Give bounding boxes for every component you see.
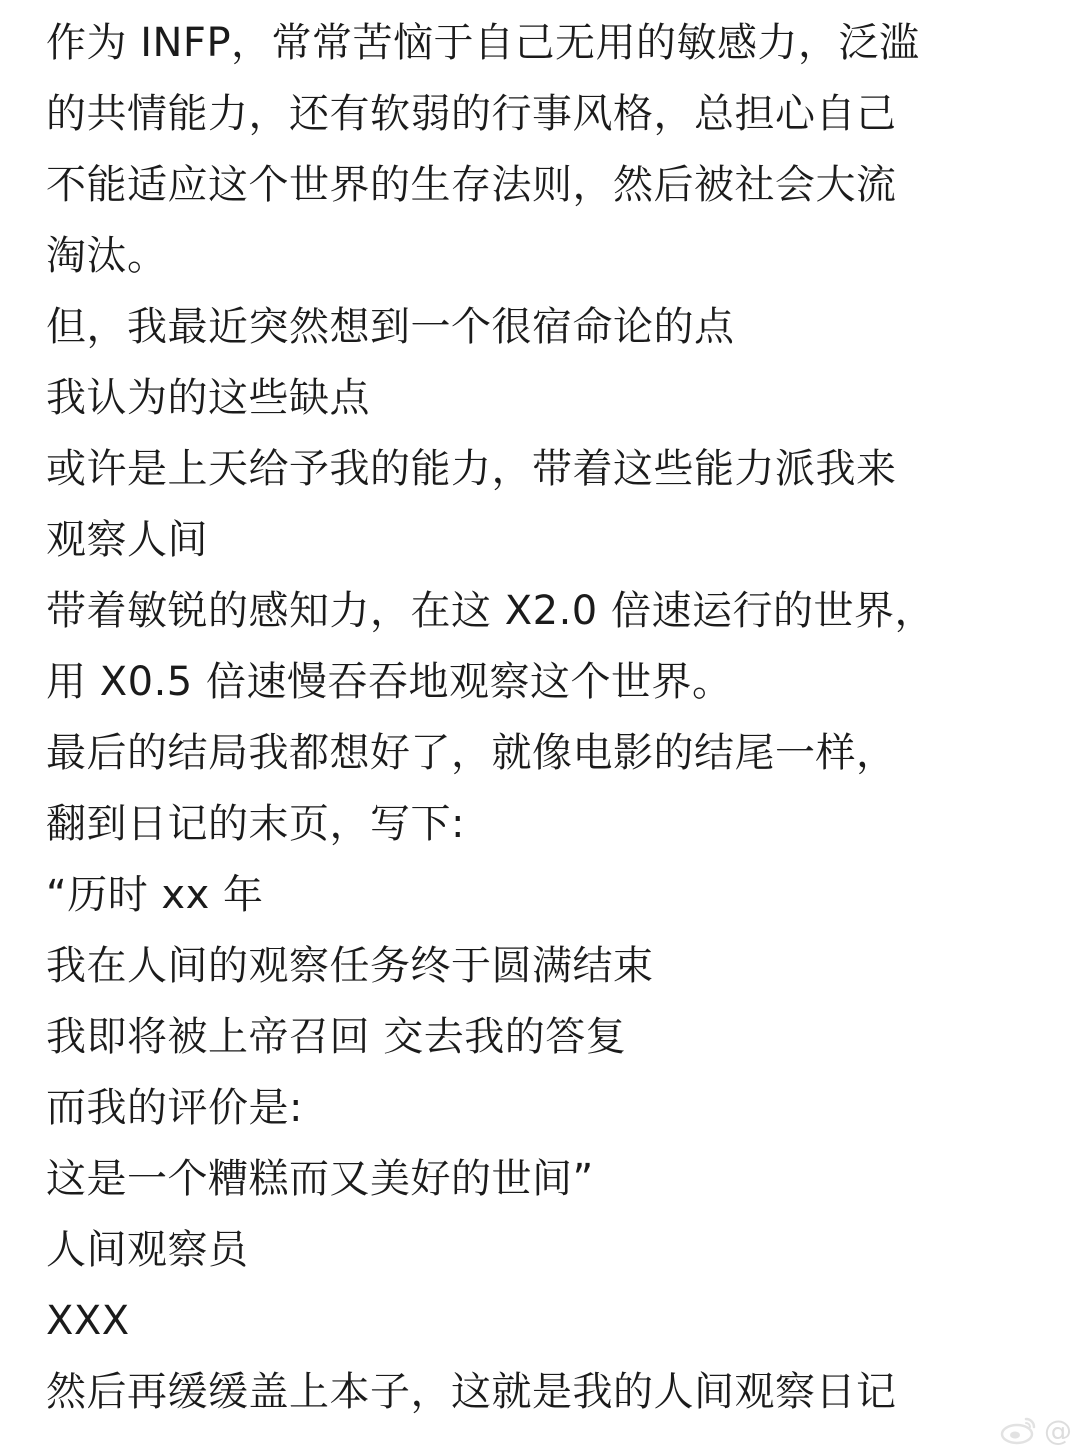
watermark bbox=[922, 1410, 1072, 1450]
text-line: 翻到日记的末页，写下: bbox=[46, 801, 465, 847]
text-line: 但，我最近突然想到一个很宿命论的点 bbox=[46, 304, 735, 350]
text-line: 而我的评价是: bbox=[46, 1085, 303, 1131]
text-line: XXX bbox=[46, 1298, 130, 1344]
text-line: 这是一个糟糕而又美好的世间” bbox=[46, 1156, 594, 1202]
text-line: 淘汰。 bbox=[46, 233, 168, 279]
text-line: 或许是上天给予我的能力，带着这些能力派我来 bbox=[46, 446, 897, 492]
text-line: 我认为的这些缺点 bbox=[46, 375, 370, 421]
text-line: 观察人间 bbox=[46, 517, 208, 563]
text-line: 人间观察员 bbox=[46, 1227, 249, 1273]
text-line: 不能适应这个世界的生存法则，然后被社会大流 bbox=[46, 162, 897, 208]
text-line: 我在人间的观察任务终于圆满结束 bbox=[46, 943, 654, 989]
text-line: 然后再缓缓盖上本子，这就是我的人间观察日记 bbox=[46, 1369, 897, 1415]
text-line: “历时 xx 年 bbox=[46, 872, 264, 918]
text-line: 的共情能力，还有软弱的行事风格，总担心自己 bbox=[46, 91, 897, 137]
text-line: 作为 INFP，常常苦恼于自己无用的敏感力，泛滥 bbox=[46, 20, 920, 66]
text-line: 用 X0.5 倍速慢吞吞地观察这个世界。 bbox=[46, 659, 733, 705]
weibo-logo-icon bbox=[1000, 1415, 1038, 1445]
text-line: 最后的结局我都想好了，就像电影的结尾一样， bbox=[46, 730, 897, 776]
watermark-text: @ bbox=[1044, 1413, 1072, 1447]
text-line: 我即将被上帝召回 交去我的答复 bbox=[46, 1014, 627, 1060]
post-text bbox=[46, 8, 1046, 1428]
text-line: 带着敏锐的感知力，在这 X2.0 倍速运行的世界， bbox=[46, 588, 935, 634]
